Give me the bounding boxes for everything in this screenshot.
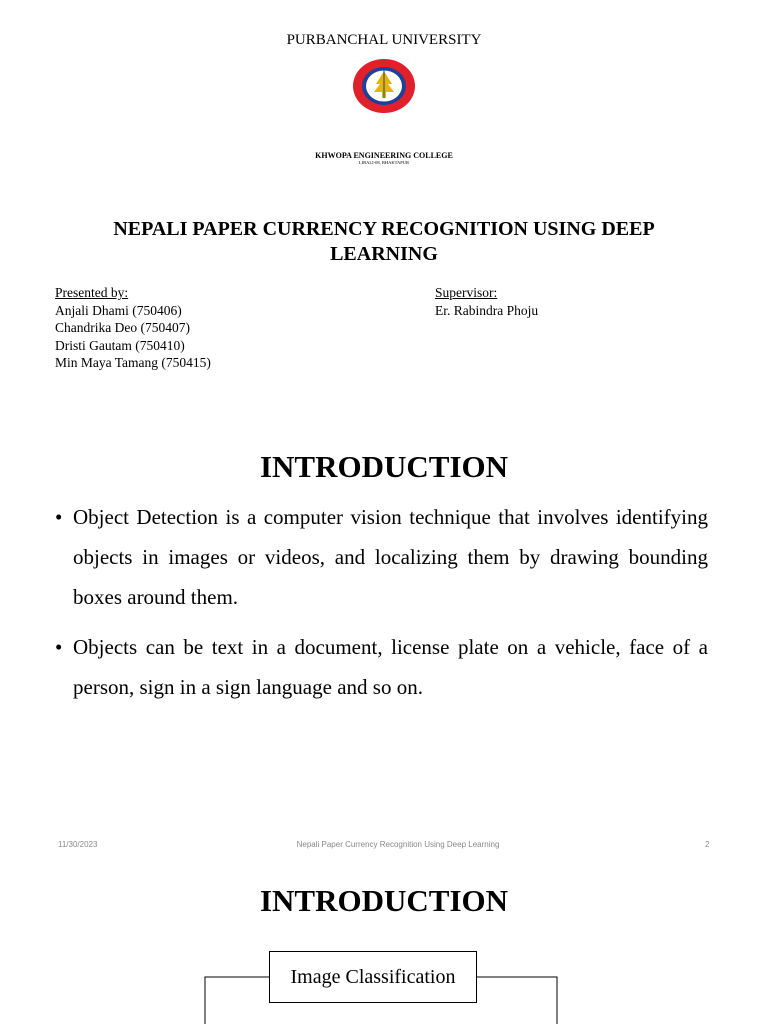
university-name: PURBANCHAL UNIVERSITY	[286, 32, 482, 48]
bullet-text: Object Detection is a computer vision technique that involves identifying objects in images or videos, and localizing them by drawing bounding boxes around them.	[73, 505, 708, 609]
image-classification-box: Image Classification	[269, 951, 477, 1003]
college-address: LIBALI-08, BHAKTAPUR	[358, 160, 410, 165]
slide-heading: INTRODUCTION	[259, 449, 509, 484]
bullet-list	[55, 497, 708, 717]
presenter-name: Chandrika Deo (750407)	[55, 320, 190, 335]
footer-page-number: 2	[705, 840, 710, 849]
slide-heading: INTRODUCTION	[259, 883, 509, 918]
bullet-icon: •	[55, 635, 63, 659]
presentation-title: NEPALI PAPER CURRENCY RECOGNITION USING DEEP LEARNING	[113, 218, 655, 265]
presenters-block	[55, 284, 211, 372]
footer-date: 11/30/2023	[58, 840, 98, 849]
introduction-slide	[0, 410, 768, 860]
supervisor-label: Supervisor:	[435, 285, 498, 300]
presenter-name: Dristi Gautam (750410)	[55, 337, 185, 353]
college-logo	[352, 58, 416, 114]
presenter-name: Min Maya Tamang (750415)	[55, 355, 211, 370]
college-name: KHWOPA ENGINEERING COLLEGE	[315, 151, 453, 160]
introduction-diagram-slide	[0, 860, 768, 1024]
presented-by-label: Presented by:	[55, 285, 129, 300]
supervisor-name: Er. Rabindra Phoju	[435, 302, 539, 318]
bullet-text: Objects can be text in a document, license plate on a vehicle, face of a person, sign in a sign language and so on.	[73, 635, 708, 699]
presenter-name: Anjali Dhami (750406)	[55, 302, 182, 318]
supervisor-block	[435, 284, 538, 319]
title-slide	[0, 0, 768, 410]
bullet-icon: •	[55, 505, 63, 529]
bullet-item	[55, 627, 708, 707]
bullet-item	[55, 497, 708, 617]
footer-title: Nepali Paper Currency Recognition Using Deep Learning	[296, 840, 500, 849]
